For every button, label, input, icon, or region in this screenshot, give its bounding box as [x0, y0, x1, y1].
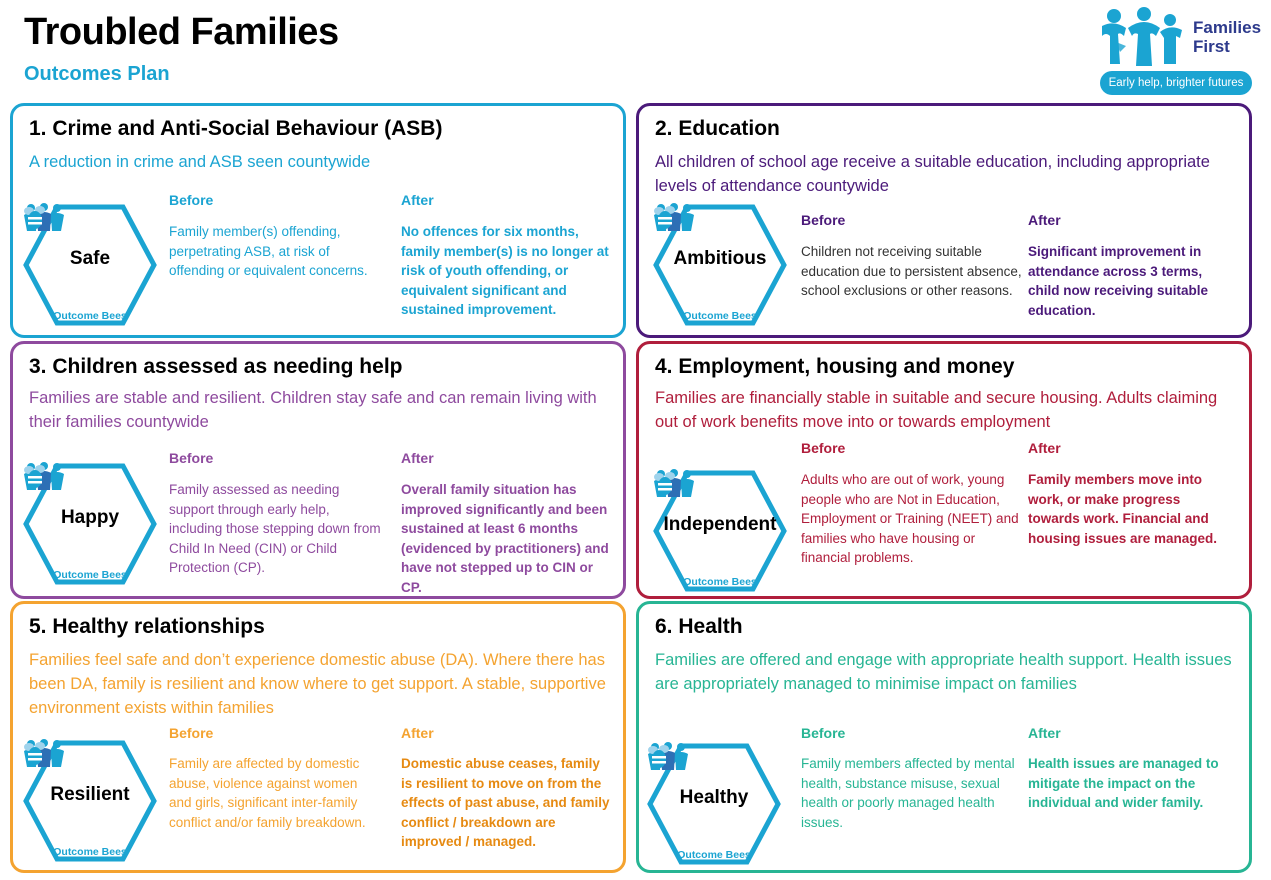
before-heading: Before — [169, 725, 214, 741]
outcome-title — [655, 116, 780, 142]
outcome-badge — [23, 462, 157, 586]
outcome-description: Families are financially stable in suitable and secure housing. Adults claiming out of work benefits move into or towards employment — [655, 389, 1218, 431]
outcome-card-children — [10, 341, 626, 599]
before-text: Adults who are out of work, young people who are Not in Education, Employment or Training (NEET) and families who have housing or financial problems. — [801, 472, 1019, 566]
after-text: No offences for six months, family member(s) is no longer at risk of youth offending, or equivalent significant and sustained improvement. — [401, 224, 609, 318]
after-heading: After — [1028, 212, 1061, 228]
outcome-number: 5. — [29, 615, 47, 638]
badge-footer: Outcome Bees — [53, 569, 127, 581]
outcome-badge — [653, 469, 787, 593]
after-text: Significant improvement in attendance across 3 terms, child now receiving suitable education. — [1028, 244, 1209, 318]
after-heading: After — [1028, 725, 1061, 741]
bee-icon — [647, 742, 671, 770]
badge-label: Resilient — [50, 784, 130, 805]
outcome-badge — [647, 742, 781, 866]
badge-label: Happy — [60, 507, 120, 528]
outcome-description: Families are offered and engage with appropriate health support. Health issues are appropriately managed to minimise impact on families — [655, 651, 1232, 693]
after-text: Health issues are managed to mitigate the impact on the individual and wider family. — [1028, 756, 1219, 811]
badge-label: Safe — [69, 248, 111, 269]
bee-icon — [23, 462, 47, 490]
outcome-title-text: Children assessed as needing help — [52, 355, 403, 378]
after-heading: After — [401, 450, 434, 466]
bee-icon — [23, 203, 47, 231]
before-text: Family assessed as needing support through early help, including those stepping down from Child In Need (CIN) or Child Protection (CP). — [169, 482, 381, 576]
outcome-title-text: Education — [678, 117, 780, 140]
badge-footer: Outcome Bees — [53, 310, 127, 322]
outcome-card-crime — [10, 103, 626, 338]
outcome-title — [29, 116, 442, 142]
outcome-title — [29, 354, 402, 380]
outcome-title-text: Healthy relationships — [52, 615, 265, 638]
logo-name-line1: Families — [1193, 18, 1262, 37]
outcome-description: Families feel safe and don’t experience domestic abuse (DA). Where there has been DA, family is resilient and know where to get support. A stable, supportive environment exists within families — [29, 651, 606, 717]
before-heading: Before — [801, 725, 846, 741]
after-text: Domestic abuse ceases, family is resilient to move on from the effects of past abuse, and family conflict / breakdown are improved / managed. — [401, 756, 610, 850]
after-text: Family members move into work, or make progress towards work. Financial and housing issues are managed. — [1028, 472, 1218, 546]
logo-name-line2: First — [1193, 37, 1230, 56]
outcome-badge — [653, 203, 787, 327]
outcome-title — [655, 354, 1014, 380]
outcome-title-text: Employment, housing and money — [678, 355, 1015, 378]
outcome-title — [29, 614, 265, 640]
outcome-card-health — [636, 601, 1252, 873]
bee-icon — [23, 739, 47, 767]
badge-label: Ambitious — [673, 248, 767, 269]
page-title: Troubled Families — [24, 11, 339, 53]
before-text: Family are affected by domestic abuse, violence against women and girls, significant inter-family conflict and/or family breakdown. — [169, 756, 366, 830]
outcome-card-employment — [636, 341, 1252, 599]
badge-footer: Outcome Bees — [683, 310, 757, 322]
outcome-description: A reduction in crime and ASB seen countywide — [29, 153, 371, 171]
badge-label: Healthy — [679, 787, 749, 808]
after-heading: After — [401, 192, 434, 208]
after-heading: After — [1028, 440, 1061, 456]
outcome-badge — [23, 739, 157, 863]
outcome-title-text: Health — [678, 615, 743, 638]
outcome-description: Families are stable and resilient. Children stay safe and can remain living with their families countywide — [29, 389, 597, 431]
outcome-number: 3. — [29, 355, 47, 378]
bee-icon — [653, 203, 677, 231]
after-text: Overall family situation has improved significantly and been sustained at least 6 months (evidenced by practitioners) and have not stepped up to CIN or CP. — [401, 482, 609, 595]
before-heading: Before — [801, 212, 846, 228]
before-heading: Before — [801, 440, 846, 456]
before-text: Children not receiving suitable education due to persistent absence, school exclusions or other reasons. — [801, 244, 1022, 299]
page-subtitle: Outcomes Plan — [24, 63, 170, 85]
outcome-number: 4. — [655, 355, 673, 378]
after-heading: After — [401, 725, 434, 741]
outcome-title — [655, 614, 743, 640]
outcome-description: All children of school age receive a suitable education, including appropriate levels of attendance countywide — [655, 153, 1210, 195]
outcome-card-relationships — [10, 601, 626, 873]
outcome-title-text: Crime and Anti-Social Behaviour (ASB) — [52, 117, 443, 140]
logo-tagline: Early help, brighter futures — [1100, 71, 1252, 95]
badge-footer: Outcome Bees — [683, 576, 757, 588]
outcome-badge — [23, 203, 157, 327]
before-heading: Before — [169, 192, 214, 208]
outcome-number: 2. — [655, 117, 673, 140]
badge-footer: Outcome Bees — [53, 846, 127, 858]
outcome-number: 6. — [655, 615, 673, 638]
before-text: Family member(s) offending, perpetrating ASB, at risk of offending or equivalent concerns. — [169, 224, 368, 279]
outcome-card-education — [636, 103, 1252, 338]
badge-footer: Outcome Bees — [677, 849, 751, 861]
outcome-number: 1. — [29, 117, 47, 140]
before-heading: Before — [169, 450, 214, 466]
before-text: Family members affected by mental health, substance misuse, sexual health or poorly managed health issues. — [801, 756, 1015, 830]
badge-label: Independent — [663, 514, 777, 535]
bee-icon — [653, 469, 677, 497]
